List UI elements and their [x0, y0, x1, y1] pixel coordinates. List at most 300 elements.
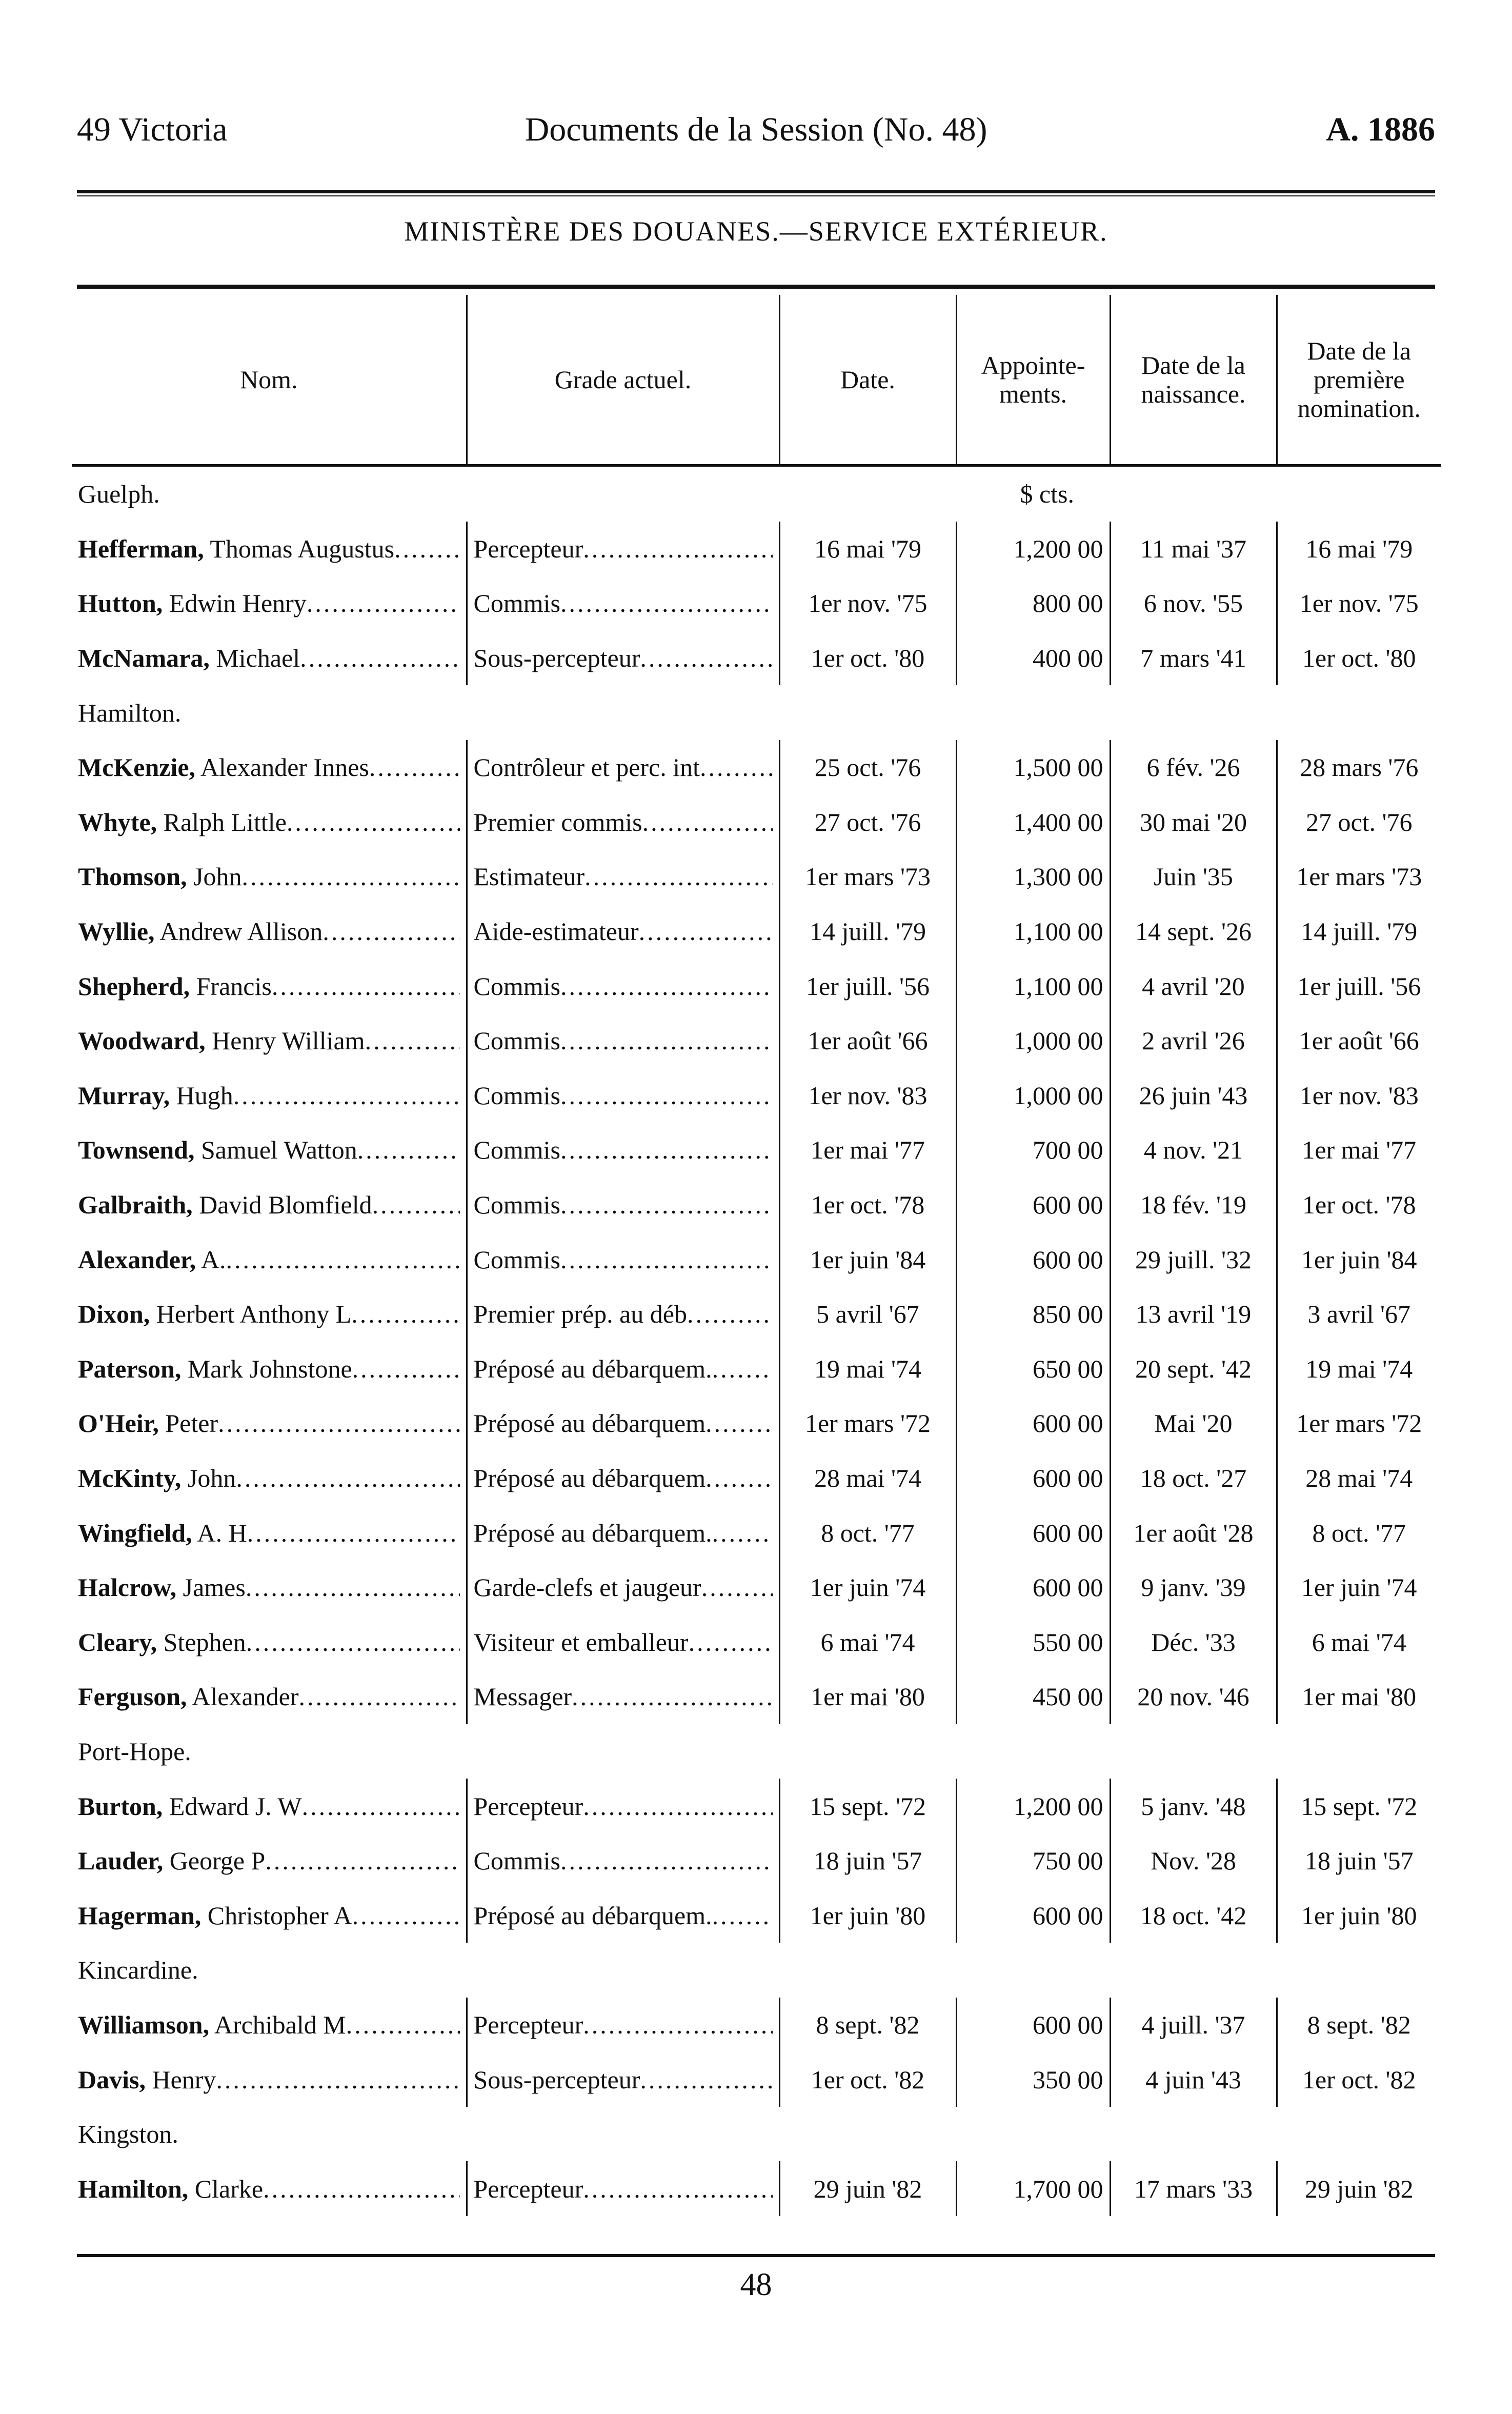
table-row: [72, 1505, 1441, 1560]
first-appointment-cell: 1er mars '73: [1277, 849, 1441, 904]
grade-cell: [467, 1779, 779, 1833]
dot-leader: [352, 1354, 460, 1384]
grade-text: Percepteur: [473, 2010, 583, 2039]
grade-leader: [474, 1846, 773, 1876]
dot-leader: [560, 1081, 773, 1110]
grade-cell: [467, 631, 779, 686]
dot-leader: [560, 971, 773, 1001]
grade-text: Premier commis: [473, 807, 642, 836]
grade-cell: [467, 1396, 779, 1451]
grade-leader: [474, 807, 773, 837]
birth-cell: Nov. '28: [1110, 1833, 1277, 1888]
table-row: [72, 1232, 1441, 1287]
given-names: Mark Johnstone: [187, 1354, 352, 1383]
grade-leader: [474, 2174, 773, 2204]
grade-text: Préposé au débarquem.: [473, 1518, 712, 1547]
dot-leader: [246, 1627, 460, 1657]
grade-cell: [467, 1451, 779, 1506]
date-cell: 1er oct. '82: [779, 2052, 956, 2107]
date-cell: 1er août '66: [779, 1013, 956, 1068]
empty-cell: [956, 1943, 1110, 1998]
pay-cell: 800 00: [956, 576, 1110, 631]
name-cell: [72, 1013, 467, 1068]
given-names: Christopher A: [207, 1901, 352, 1930]
date-cell: 5 avril '67: [779, 1287, 956, 1342]
name-text: [78, 1354, 352, 1384]
dot-leader: [216, 2065, 459, 2094]
grade-text: Percepteur: [473, 1791, 583, 1821]
name-leader: [78, 1299, 460, 1329]
table-row: [72, 904, 1441, 959]
grade-cell: [467, 2052, 779, 2107]
date-cell: 18 juin '57: [779, 1833, 956, 1888]
dot-leader: [246, 1572, 460, 1602]
grade-text: Commis: [473, 1081, 560, 1110]
name-text: [78, 1190, 372, 1220]
grade-cell: [467, 959, 779, 1013]
dot-leader: [640, 2065, 772, 2094]
dot-leader: [357, 1135, 460, 1165]
table-row: [72, 959, 1441, 1013]
name-cell: [72, 1123, 467, 1178]
dot-leader: [272, 971, 460, 1001]
dot-leader: [372, 1190, 460, 1220]
grade-cell: [467, 904, 779, 959]
section-row: [72, 1943, 1441, 1998]
table-row: [72, 1123, 1441, 1178]
name-leader: [78, 2065, 460, 2094]
given-names: James: [183, 1573, 246, 1602]
name-leader: [78, 1081, 460, 1110]
grade-text: Commis: [473, 1846, 560, 1876]
date-cell: 8 sept. '82: [779, 1998, 956, 2052]
dot-leader: [687, 1299, 772, 1329]
grade-cell: [467, 1178, 779, 1232]
given-names: Herbert Anthony L: [156, 1300, 352, 1329]
grade-leader: [474, 1518, 773, 1548]
dot-leader: [639, 916, 773, 946]
grade-text: Percepteur: [473, 534, 583, 563]
table-row: [72, 1888, 1441, 1943]
name-cell: [72, 1833, 467, 1888]
first-appointment-cell: 1er juin '80: [1277, 1888, 1441, 1943]
name-leader: [78, 1682, 460, 1711]
col-header-nom: Nom.: [72, 295, 467, 466]
date-cell: 6 mai '74: [779, 1614, 956, 1669]
grade-cell: [467, 1888, 779, 1943]
dot-leader: [351, 1299, 459, 1329]
first-appointment-cell: 8 oct. '77: [1277, 1505, 1441, 1560]
dot-leader: [263, 2174, 459, 2204]
name-text: [78, 1901, 352, 1930]
table-row: [72, 1342, 1441, 1396]
name-leader: [78, 971, 460, 1001]
date-cell: 1er nov. '75: [779, 576, 956, 631]
first-appointment-cell: 1er mai '80: [1277, 1669, 1441, 1724]
first-appointment-cell: 1er mai '77: [1277, 1123, 1441, 1178]
dot-leader: [583, 2010, 772, 2040]
col-header-naissance: Date de la naissance.: [1110, 295, 1277, 466]
col-header-appointements: Appointe-ments.: [956, 295, 1110, 466]
first-appointment-cell: 1er oct. '78: [1277, 1178, 1441, 1232]
surname: McKinty,: [78, 1463, 182, 1492]
grade-cell: [467, 1505, 779, 1560]
empty-cell: [467, 466, 779, 522]
name-cell: [72, 522, 467, 576]
name-text: [78, 1463, 236, 1493]
section-heading: Guelph.: [78, 480, 160, 509]
dot-leader: [712, 1901, 773, 1930]
table-body: [72, 466, 1441, 2217]
pay-cell: 650 00: [956, 1342, 1110, 1396]
grade-leader: [474, 1901, 773, 1930]
date-cell: 16 mai '79: [779, 522, 956, 576]
name-text: [78, 1682, 298, 1711]
grade-cell: [467, 1068, 779, 1123]
grade-text: Préposé au débarquem.: [473, 1901, 712, 1930]
surname: Halcrow,: [78, 1573, 177, 1602]
name-text: [78, 2010, 346, 2040]
name-text: [78, 862, 242, 891]
name-cell: [72, 1560, 467, 1615]
first-appointment-cell: 6 mai '74: [1277, 1614, 1441, 1669]
name-leader: [78, 2010, 460, 2040]
pay-cell: 600 00: [956, 1232, 1110, 1287]
running-head: [0, 110, 1512, 156]
grade-cell: [467, 1998, 779, 2052]
given-names: Francis: [196, 971, 272, 1001]
name-text: [78, 2174, 263, 2204]
grade-text: Commis: [473, 1245, 560, 1274]
name-text: [78, 1081, 233, 1110]
surname: McKenzie,: [78, 753, 196, 782]
pay-cell: 1,200 00: [956, 1779, 1110, 1833]
grade-text: Préposé au débarquem.: [473, 1354, 712, 1383]
grade-text: Commis: [473, 1190, 560, 1220]
table-row: [72, 576, 1441, 631]
surname: Thomson,: [78, 862, 187, 891]
grade-text: Premier prép. au déb: [473, 1300, 688, 1329]
empty-cell: [467, 1943, 779, 1998]
date-cell: 15 sept. '72: [779, 1779, 956, 1833]
table-row: [72, 2161, 1441, 2216]
dot-leader: [642, 807, 773, 837]
grade-leader: [474, 1135, 773, 1165]
given-names: Henry: [152, 2065, 216, 2094]
dot-leader: [302, 1791, 460, 1821]
date-cell: 1er juin '84: [779, 1232, 956, 1287]
grade-leader: [474, 1299, 773, 1329]
section-row: [72, 466, 1441, 522]
dot-leader: [583, 1791, 772, 1821]
given-names: Archibald M: [214, 2010, 346, 2039]
grade-cell: [467, 2161, 779, 2216]
name-cell: [72, 904, 467, 959]
pay-cell: 600 00: [956, 1888, 1110, 1943]
empty-cell: [1110, 1943, 1277, 1998]
dot-leader: [560, 1026, 773, 1055]
birth-cell: 7 mars '41: [1110, 631, 1277, 686]
dot-leader: [583, 2174, 772, 2204]
empty-cell: [467, 1724, 779, 1779]
given-names: Alexander Innes: [200, 753, 369, 782]
grade-text: Percepteur: [473, 2174, 583, 2203]
grade-cell: [467, 1614, 779, 1669]
name-cell: [72, 1068, 467, 1123]
surname: Shepherd,: [78, 971, 190, 1001]
birth-cell: 30 mai '20: [1110, 795, 1277, 850]
grade-leader: [474, 1190, 773, 1220]
name-text: [78, 534, 394, 564]
empty-cell: [467, 685, 779, 740]
surname: Hamilton,: [78, 2174, 189, 2203]
grade-cell: [467, 1342, 779, 1396]
birth-cell: 9 janv. '39: [1110, 1560, 1277, 1615]
grade-cell: [467, 1013, 779, 1068]
empty-cell: [1277, 466, 1441, 522]
empty-cell: [779, 1724, 956, 1779]
surname: Whyte,: [78, 807, 157, 836]
section-heading: Hamilton.: [78, 698, 182, 727]
empty-cell: [1110, 2107, 1277, 2162]
pay-cell: 450 00: [956, 1669, 1110, 1724]
grade-leader: [474, 643, 773, 673]
empty-cell: [1277, 2107, 1441, 2162]
table-row: [72, 1396, 1441, 1451]
surname: Cleary,: [78, 1627, 157, 1657]
dot-leader: [322, 916, 459, 946]
header-left: 49 Victoria: [77, 111, 228, 148]
dot-leader: [560, 1135, 773, 1165]
birth-cell: Juin '35: [1110, 849, 1277, 904]
surname: McNamara,: [78, 644, 210, 673]
dot-leader: [365, 1026, 460, 1055]
pay-cell: 600 00: [956, 1998, 1110, 2052]
dot-leader: [583, 534, 772, 564]
given-names: Michael: [216, 644, 300, 673]
pay-cell: 600 00: [956, 1505, 1110, 1560]
grade-leader: [474, 1081, 773, 1110]
pay-cell: 600 00: [956, 1178, 1110, 1232]
surname: Paterson,: [78, 1354, 182, 1383]
name-text: [78, 1846, 265, 1876]
name-text: [78, 2065, 216, 2094]
name-text: [78, 1408, 218, 1438]
empty-cell: [779, 466, 956, 522]
grade-cell: [467, 795, 779, 850]
dot-leader: [287, 807, 460, 837]
first-appointment-cell: 14 juill. '79: [1277, 904, 1441, 959]
header-center: Documents de la Session (No. 48): [525, 111, 987, 148]
pay-cell: 750 00: [956, 1833, 1110, 1888]
name-leader: [78, 2174, 460, 2204]
given-names: David Blomfield: [199, 1190, 372, 1220]
grade-leader: [474, 1408, 773, 1438]
dot-leader: [705, 1463, 772, 1493]
pay-cell: 1,200 00: [956, 522, 1110, 576]
given-names: Edward J. W: [169, 1791, 302, 1821]
name-cell: [72, 1779, 467, 1833]
grade-text: Visiteur et emballeur: [473, 1627, 689, 1657]
grade-text: Aide-estimateur: [473, 917, 639, 946]
surname: Burton,: [78, 1791, 163, 1821]
name-text: [78, 971, 272, 1001]
name-cell: [72, 1451, 467, 1506]
staff-table: [72, 295, 1441, 2216]
section-row: [72, 2107, 1441, 2162]
grade-cell: [467, 1287, 779, 1342]
table-row: [72, 631, 1441, 686]
table-row: [72, 795, 1441, 850]
dot-leader: [700, 752, 772, 782]
pay-cell: 550 00: [956, 1614, 1110, 1669]
given-names: John: [193, 862, 242, 891]
empty-cell: [779, 685, 956, 740]
birth-cell: 18 fév. '19: [1110, 1178, 1277, 1232]
dot-leader: [689, 1627, 773, 1657]
col-header-date: Date.: [779, 295, 956, 466]
first-appointment-cell: 1er mars '72: [1277, 1396, 1441, 1451]
birth-cell: 4 avril '20: [1110, 959, 1277, 1013]
name-text: [78, 1135, 357, 1165]
name-leader: [78, 1518, 460, 1548]
name-leader: [78, 1901, 460, 1930]
name-leader: [78, 752, 460, 782]
name-leader: [78, 1245, 460, 1274]
dot-leader: [346, 2010, 460, 2040]
table-row: [72, 1560, 1441, 1615]
birth-cell: 29 juill. '32: [1110, 1232, 1277, 1287]
date-cell: 1er juin '80: [779, 1888, 956, 1943]
surname: Alexander,: [78, 1245, 196, 1274]
surname: Galbraith,: [78, 1190, 193, 1220]
name-leader: [78, 588, 460, 618]
dot-leader: [640, 643, 772, 673]
grade-cell: [467, 1833, 779, 1888]
first-appointment-cell: 3 avril '67: [1277, 1287, 1441, 1342]
dot-leader: [233, 1081, 460, 1110]
name-leader: [78, 1572, 460, 1602]
header-rule: [77, 190, 1435, 193]
date-cell: 1er oct. '78: [779, 1178, 956, 1232]
date-cell: 1er mars '73: [779, 849, 956, 904]
given-names: Ralph Little: [163, 807, 287, 836]
section-heading: Kingston.: [78, 2120, 178, 2149]
name-leader: [78, 643, 460, 673]
dot-leader: [712, 1518, 773, 1548]
name-cell: [72, 1505, 467, 1560]
given-names: Alexander: [192, 1682, 299, 1711]
grade-leader: [474, 2010, 773, 2040]
dot-leader: [236, 1463, 459, 1493]
dot-leader: [705, 1408, 772, 1438]
date-cell: 19 mai '74: [779, 1342, 956, 1396]
surname: Wyllie,: [78, 917, 155, 946]
birth-cell: Mai '20: [1110, 1396, 1277, 1451]
name-text: [78, 1026, 365, 1055]
name-cell: [72, 576, 467, 631]
empty-cell: [467, 2107, 779, 2162]
name-text: [78, 752, 369, 782]
birth-cell: 4 nov. '21: [1110, 1123, 1277, 1178]
given-names: Stephen: [163, 1627, 246, 1657]
name-leader: [78, 916, 460, 946]
pay-cell: 600 00: [956, 1396, 1110, 1451]
birth-cell: 26 juin '43: [1110, 1068, 1277, 1123]
pay-cell: 700 00: [956, 1123, 1110, 1178]
first-appointment-cell: 1er oct. '80: [1277, 631, 1441, 686]
pay-cell: 1,500 00: [956, 740, 1110, 795]
first-appointment-cell: 27 oct. '76: [1277, 795, 1441, 850]
table-row: [72, 740, 1441, 795]
first-appointment-cell: 28 mai '74: [1277, 1451, 1441, 1506]
name-cell: [72, 1669, 467, 1724]
title-rule: [77, 285, 1435, 289]
dot-leader: [226, 1245, 459, 1274]
date-cell: 1er mai '77: [779, 1123, 956, 1178]
birth-cell: 4 juill. '37: [1110, 1998, 1277, 2052]
grade-text: Sous-percepteur: [473, 2065, 640, 2094]
surname: O'Heir,: [78, 1409, 159, 1438]
name-text: [78, 1518, 247, 1548]
surname: Hefferman,: [78, 534, 204, 563]
first-appointment-cell: 1er juin '84: [1277, 1232, 1441, 1287]
surname: Hutton,: [78, 589, 163, 618]
table-row: [72, 1178, 1441, 1232]
grade-cell: [467, 849, 779, 904]
table-row: [72, 1833, 1441, 1888]
table-row: [72, 1068, 1441, 1123]
pay-cell: 400 00: [956, 631, 1110, 686]
section-heading: Port-Hope.: [78, 1737, 191, 1766]
name-cell: [72, 2052, 467, 2107]
grade-cell: [467, 1669, 779, 1724]
grade-text: Messager: [473, 1682, 572, 1711]
birth-cell: 11 mai '37: [1110, 522, 1277, 576]
page-number: 48: [740, 2267, 772, 2302]
section-row: [72, 1724, 1441, 1779]
table-row: [72, 1287, 1441, 1342]
date-cell: 1er mars '72: [779, 1396, 956, 1451]
first-appointment-cell: 1er nov. '83: [1277, 1068, 1441, 1123]
pay-cell: 1,000 00: [956, 1068, 1110, 1123]
name-leader: [78, 1026, 460, 1055]
name-cell: [72, 631, 467, 686]
header-rule-thin: [77, 195, 1435, 196]
grade-leader: [474, 1791, 773, 1821]
given-names: Thomas Augustus: [210, 534, 395, 563]
name-text: [78, 916, 322, 946]
grade-leader: [474, 588, 773, 618]
name-cell: [72, 740, 467, 795]
given-names: Samuel Watton: [200, 1135, 357, 1165]
given-names: Andrew Allison: [159, 917, 323, 946]
dot-leader: [584, 862, 772, 891]
section-row: [72, 685, 1441, 740]
table-row: [72, 1779, 1441, 1833]
empty-cell: [1277, 1943, 1441, 1998]
name-text: [78, 1299, 351, 1329]
date-cell: 25 oct. '76: [779, 740, 956, 795]
birth-cell: 17 mars '33: [1110, 2161, 1277, 2216]
empty-cell: [779, 1943, 956, 1998]
date-cell: 1er mai '80: [779, 1669, 956, 1724]
surname: Wingfield,: [78, 1518, 192, 1547]
date-cell: 1er juill. '56: [779, 959, 956, 1013]
empty-cell: [1277, 685, 1441, 740]
table-row: [72, 849, 1441, 904]
dot-leader: [352, 1901, 460, 1930]
